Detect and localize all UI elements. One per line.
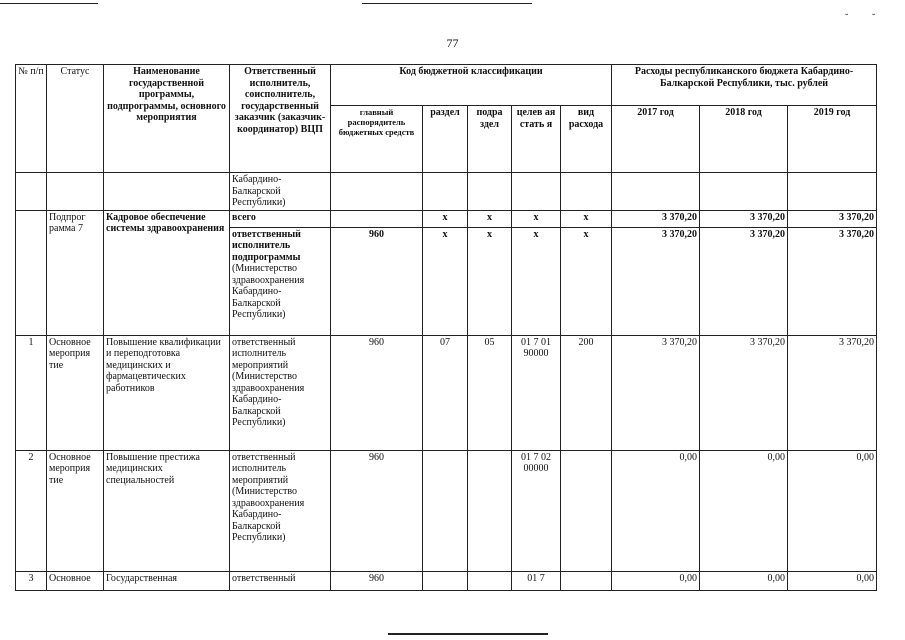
table-row bbox=[16, 210, 877, 227]
header-expense-type: вид расхода bbox=[561, 106, 612, 173]
status-cell: Основное bbox=[47, 571, 104, 590]
subsection-cell: 05 bbox=[468, 335, 512, 450]
header-grbs: главный распорядитель бюджетных средств bbox=[331, 106, 423, 173]
top-rule-left bbox=[0, 3, 98, 4]
subsection-cell: x bbox=[468, 227, 512, 335]
responsible-cell: Кабардино-Балкарской Республики) bbox=[230, 173, 331, 211]
amount-2017: 3 370,20 bbox=[612, 335, 700, 450]
responsible-cell: всего bbox=[230, 210, 331, 227]
name-cell: Повышение квалификации и переподготовка медицинских и фармацевтических работников bbox=[104, 335, 230, 450]
amount-2018: 3 370,20 bbox=[700, 335, 788, 450]
section-cell: x bbox=[423, 210, 468, 227]
scan-mark: ˘ bbox=[872, 13, 876, 24]
type-cell: x bbox=[561, 210, 612, 227]
table-row bbox=[16, 335, 877, 450]
header-status: Статус bbox=[47, 65, 104, 173]
target-cell: 01 7 bbox=[512, 571, 561, 590]
name-cell: Государственная bbox=[104, 571, 230, 590]
responsible-cell: ответственный исполнитель мероприятий (Министерство здравоохранения Кабардино-Балкарской Республики) bbox=[230, 335, 331, 450]
table-row bbox=[16, 173, 877, 211]
amount-2019: 0,00 bbox=[788, 571, 877, 590]
amount-2017: 0,00 bbox=[612, 450, 700, 571]
table-row bbox=[16, 450, 877, 571]
type-cell: x bbox=[561, 227, 612, 335]
num-cell: 3 bbox=[16, 571, 47, 590]
scan-mark: ˘ bbox=[845, 13, 849, 24]
amount-2018: 0,00 bbox=[700, 571, 788, 590]
amount-2017: 0,00 bbox=[612, 571, 700, 590]
responsible-cell: ответственный исполнитель мероприятий (Министерство здравоохранения Кабардино-Балкарской Республики) bbox=[230, 450, 331, 571]
type-cell: 200 bbox=[561, 335, 612, 450]
section-cell: x bbox=[423, 227, 468, 335]
target-cell: 01 7 01 90000 bbox=[512, 335, 561, 450]
responsible-cell bbox=[230, 227, 331, 335]
grbs-cell: 960 bbox=[331, 227, 423, 335]
grbs-cell: 960 bbox=[331, 450, 423, 571]
grbs-cell: 960 bbox=[331, 335, 423, 450]
status-cell: Подпрог рамма 7 bbox=[47, 210, 104, 335]
name-cell: Кадровое обеспечение системы здравоохранения bbox=[104, 210, 230, 335]
responsible-bold: ответственный исполнитель подпрограммы bbox=[232, 228, 301, 263]
amount-2018: 0,00 bbox=[700, 450, 788, 571]
page-number: 77 bbox=[446, 36, 459, 50]
num-cell: 1 bbox=[16, 335, 47, 450]
target-cell: 01 7 02 00000 bbox=[512, 450, 561, 571]
header-year-2018: 2018 год bbox=[700, 106, 788, 173]
subsection-cell: x bbox=[468, 210, 512, 227]
header-num: № п/п bbox=[16, 65, 47, 173]
amount-2019: 3 370,20 bbox=[788, 227, 877, 335]
amount-2017: 3 370,20 bbox=[612, 210, 700, 227]
amount-2018: 3 370,20 bbox=[700, 227, 788, 335]
header-name: Наименование государственной программы, подпрограммы, основного мероприятия bbox=[104, 65, 230, 173]
responsible-rest: (Министерство здравоохранения Кабардино-Балкарской Республики) bbox=[232, 263, 305, 320]
header-section: раздел bbox=[423, 106, 468, 173]
name-cell: Повышение престижа медицинских специальностей bbox=[104, 450, 230, 571]
status-cell: Основное мероприя тие bbox=[47, 335, 104, 450]
section-cell: 07 bbox=[423, 335, 468, 450]
target-cell: x bbox=[512, 210, 561, 227]
header-expenses: Расходы республиканского бюджета Кабардино-Балкарской Республики, тыс. рублей bbox=[612, 65, 877, 106]
header-bcc: Код бюджетной классификации bbox=[331, 65, 612, 106]
status-cell: Основное мероприя тие bbox=[47, 450, 104, 571]
header-subsection: подра здел bbox=[468, 106, 512, 173]
target-cell: x bbox=[512, 227, 561, 335]
budget-table bbox=[15, 64, 877, 591]
num-cell: 2 bbox=[16, 450, 47, 571]
amount-2017: 3 370,20 bbox=[612, 227, 700, 335]
table-row bbox=[16, 571, 877, 590]
bottom-rule bbox=[388, 633, 548, 635]
header-target-item: целев ая стать я bbox=[512, 106, 561, 173]
amount-2019: 0,00 bbox=[788, 450, 877, 571]
grbs-cell: 960 bbox=[331, 571, 423, 590]
header-responsible: Ответственный исполнитель, соисполнитель, государственный заказчик (заказчик-координатор) ВЦП bbox=[230, 65, 331, 173]
header-year-2019: 2019 год bbox=[788, 106, 877, 173]
amount-2019: 3 370,20 bbox=[788, 335, 877, 450]
responsible-cell: ответственный bbox=[230, 571, 331, 590]
top-rule-right bbox=[362, 3, 532, 4]
header-year-2017: 2017 год bbox=[612, 106, 700, 173]
amount-2019: 3 370,20 bbox=[788, 210, 877, 227]
amount-2018: 3 370,20 bbox=[700, 210, 788, 227]
